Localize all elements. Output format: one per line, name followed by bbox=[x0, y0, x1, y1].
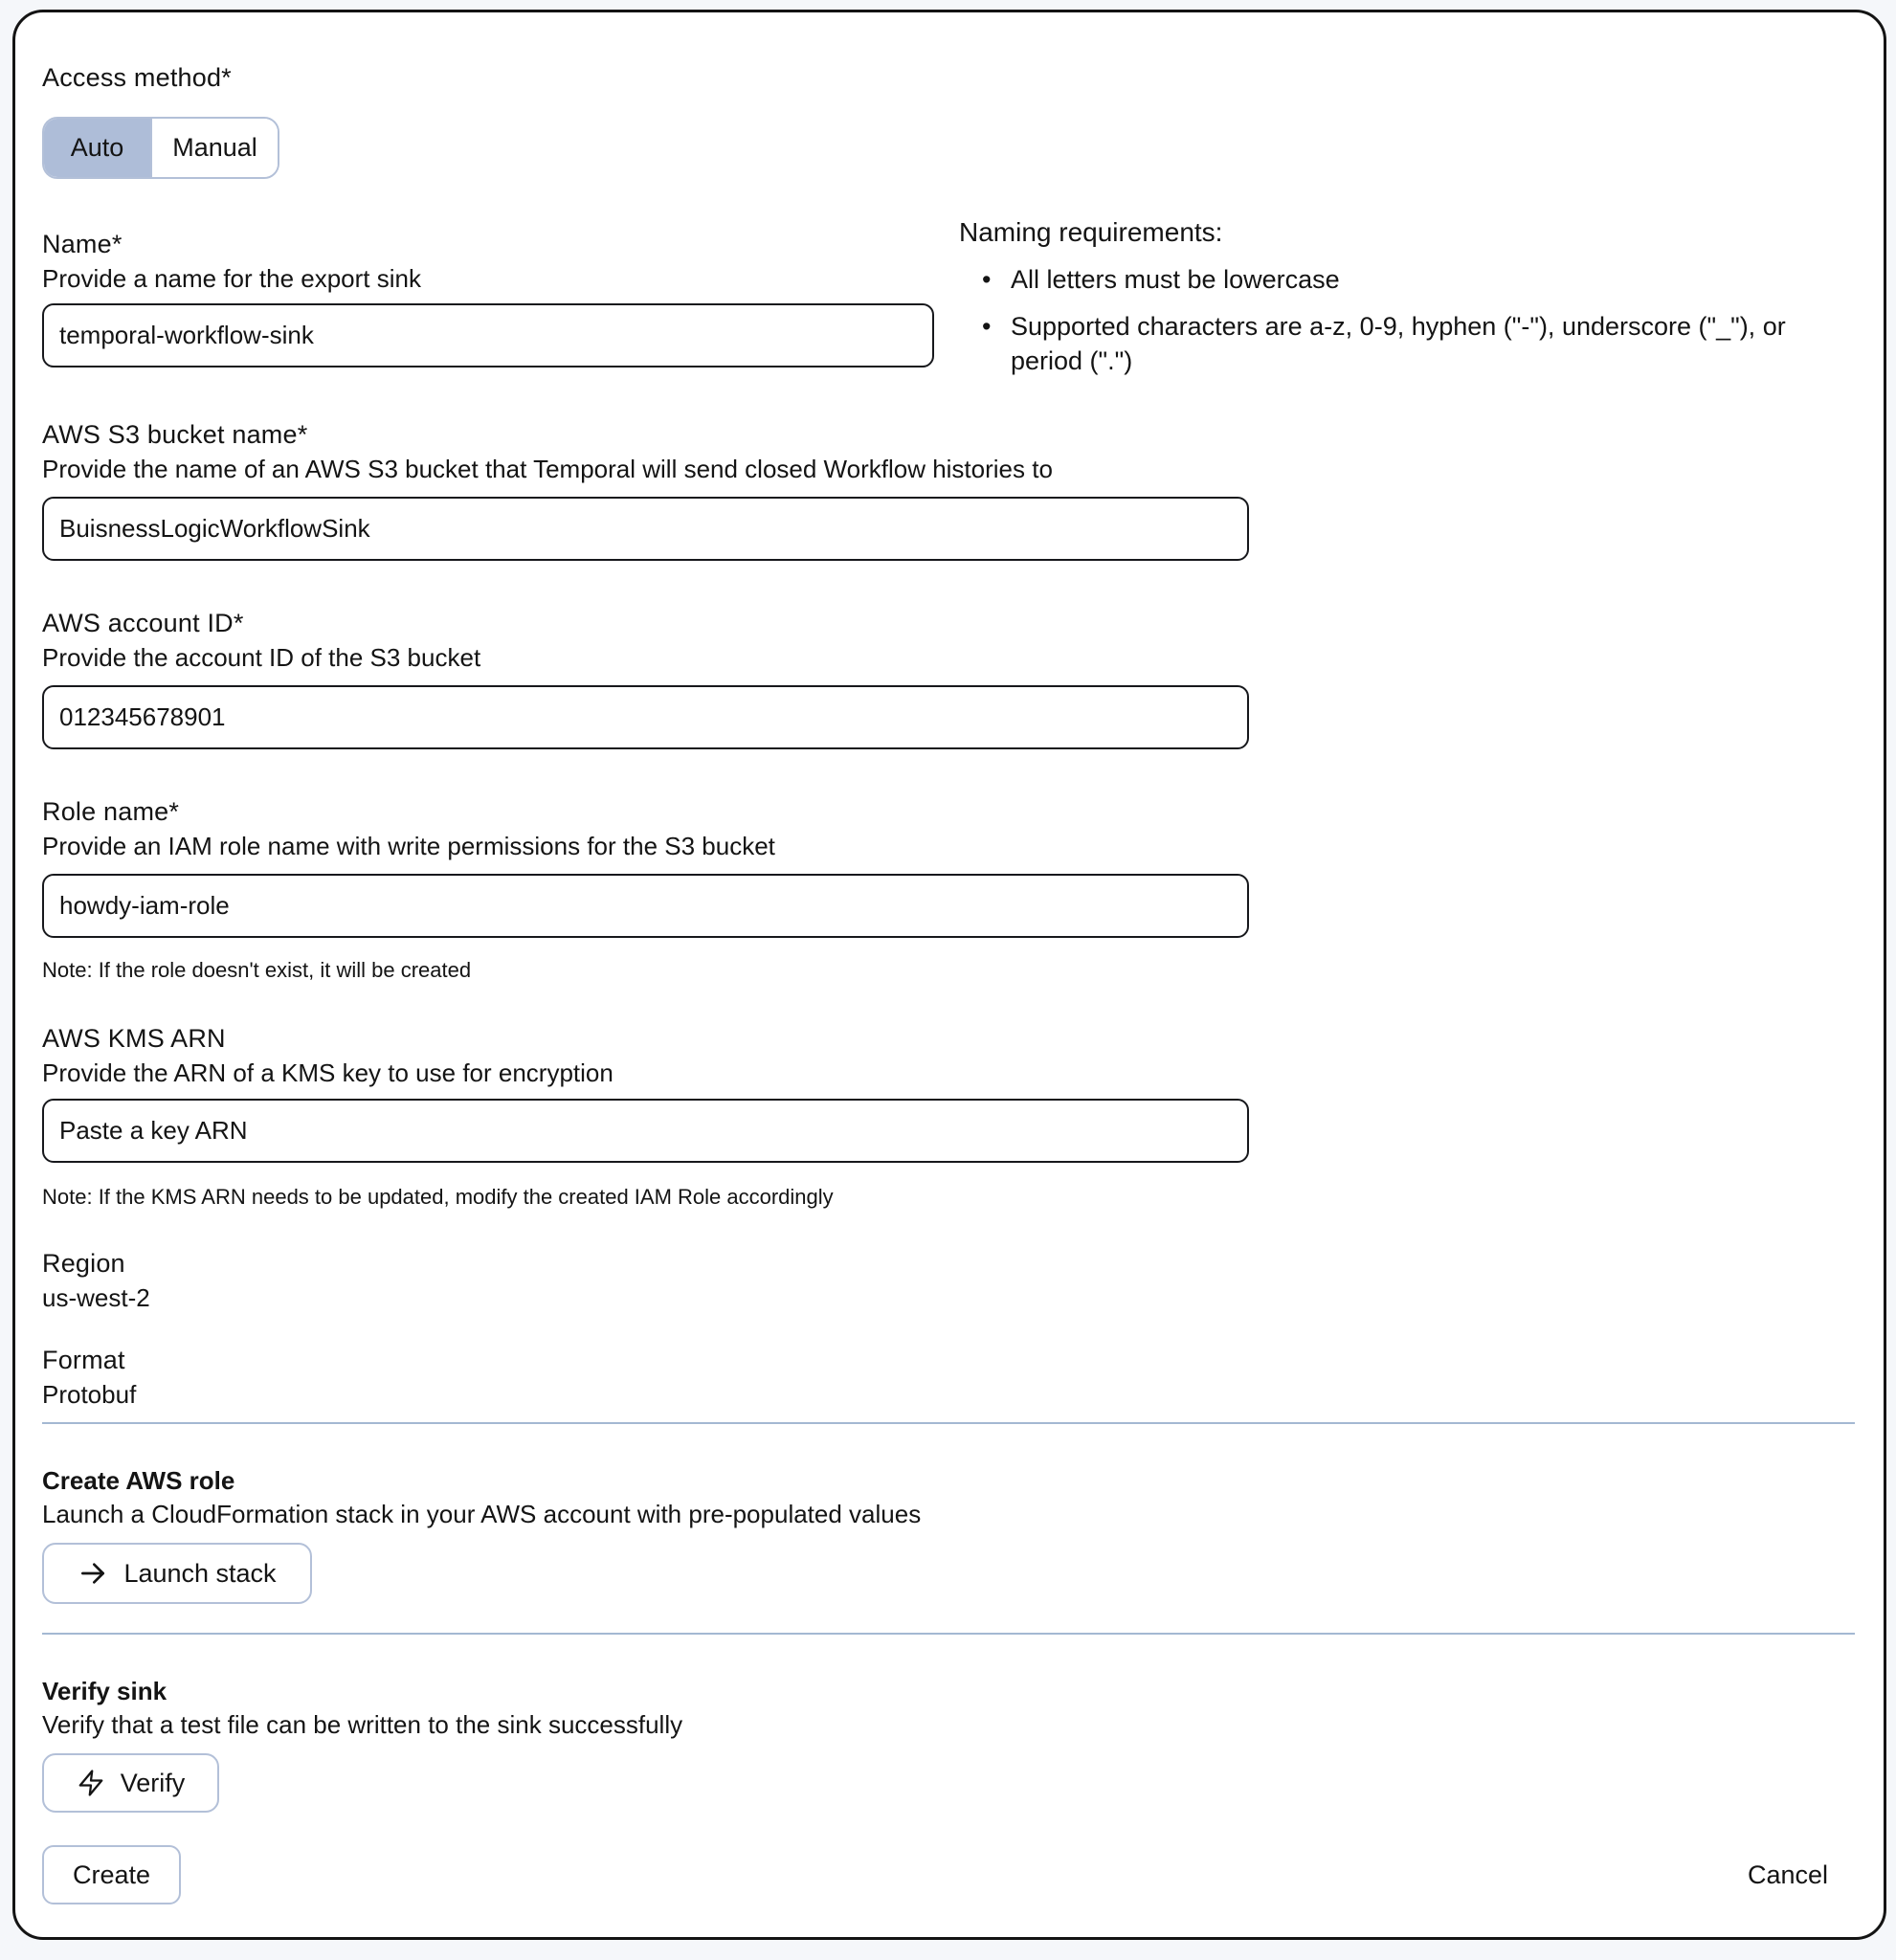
arrow-right-icon bbox=[78, 1558, 108, 1589]
cancel-button[interactable]: Cancel bbox=[1747, 1860, 1828, 1889]
naming-requirements-title: Naming requirements: bbox=[959, 217, 1223, 247]
account-id-input[interactable] bbox=[42, 685, 1249, 749]
kms-arn-description: Provide the ARN of a KMS key to use for encryption bbox=[42, 1058, 613, 1087]
verify-sink-description: Verify that a test file can be written to the sink successfully bbox=[42, 1710, 683, 1739]
verify-sink-title: Verify sink bbox=[42, 1677, 167, 1705]
kms-arn-label: AWS KMS ARN bbox=[42, 1024, 226, 1053]
naming-requirements-list bbox=[959, 262, 1851, 378]
create-button[interactable]: Create bbox=[42, 1845, 181, 1904]
naming-requirement-item: • All letters must be lowercase bbox=[959, 262, 1851, 297]
format-value: Protobuf bbox=[42, 1380, 137, 1409]
naming-requirements bbox=[959, 215, 1851, 378]
s3-bucket-label: AWS S3 bucket name* bbox=[42, 420, 308, 449]
format-label: Format bbox=[42, 1346, 125, 1374]
role-name-note: Note: If the role doesn't exist, it will be created bbox=[42, 958, 472, 982]
role-name-input[interactable] bbox=[42, 874, 1249, 938]
account-id-description: Provide the account ID of the S3 bucket bbox=[42, 643, 481, 672]
export-sink-form-panel bbox=[12, 10, 1886, 1940]
launch-stack-button[interactable] bbox=[42, 1543, 312, 1604]
create-aws-role-description: Launch a CloudFormation stack in your AWS account with pre-populated values bbox=[42, 1500, 922, 1528]
launch-stack-button-label: Launch stack bbox=[123, 1558, 277, 1588]
form-actions bbox=[42, 1845, 1855, 1904]
access-method-manual-button[interactable]: Manual bbox=[150, 119, 278, 177]
role-name-description: Provide an IAM role name with write permissions for the S3 bucket bbox=[42, 832, 775, 860]
create-aws-role-title: Create AWS role bbox=[42, 1466, 235, 1495]
verify-button[interactable] bbox=[42, 1753, 219, 1813]
section-divider bbox=[42, 1422, 1855, 1424]
access-method-toggle bbox=[42, 117, 279, 179]
region-label: Region bbox=[42, 1249, 125, 1278]
name-description: Provide a name for the export sink bbox=[42, 264, 421, 293]
naming-requirement-item: • Supported characters are a-z, 0-9, hyphen ("-"), underscore ("_"), or period (".") bbox=[959, 309, 1851, 378]
access-method-label: Access method* bbox=[42, 63, 232, 92]
region-value: us-west-2 bbox=[42, 1283, 150, 1312]
verify-button-label: Verify bbox=[120, 1768, 186, 1797]
s3-bucket-description: Provide the name of an AWS S3 bucket that Temporal will send closed Workflow histories to bbox=[42, 455, 1053, 483]
lightning-icon bbox=[77, 1769, 105, 1797]
s3-bucket-input[interactable] bbox=[42, 497, 1249, 561]
kms-arn-input[interactable] bbox=[42, 1099, 1249, 1163]
access-method-auto-button[interactable]: Auto bbox=[44, 119, 150, 177]
name-label: Name* bbox=[42, 230, 123, 258]
section-divider bbox=[42, 1633, 1855, 1635]
name-input[interactable] bbox=[42, 303, 934, 368]
account-id-label: AWS account ID* bbox=[42, 609, 244, 637]
role-name-label: Role name* bbox=[42, 797, 180, 826]
kms-arn-note: Note: If the KMS ARN needs to be updated, modify the created IAM Role accordingly bbox=[42, 1185, 834, 1209]
